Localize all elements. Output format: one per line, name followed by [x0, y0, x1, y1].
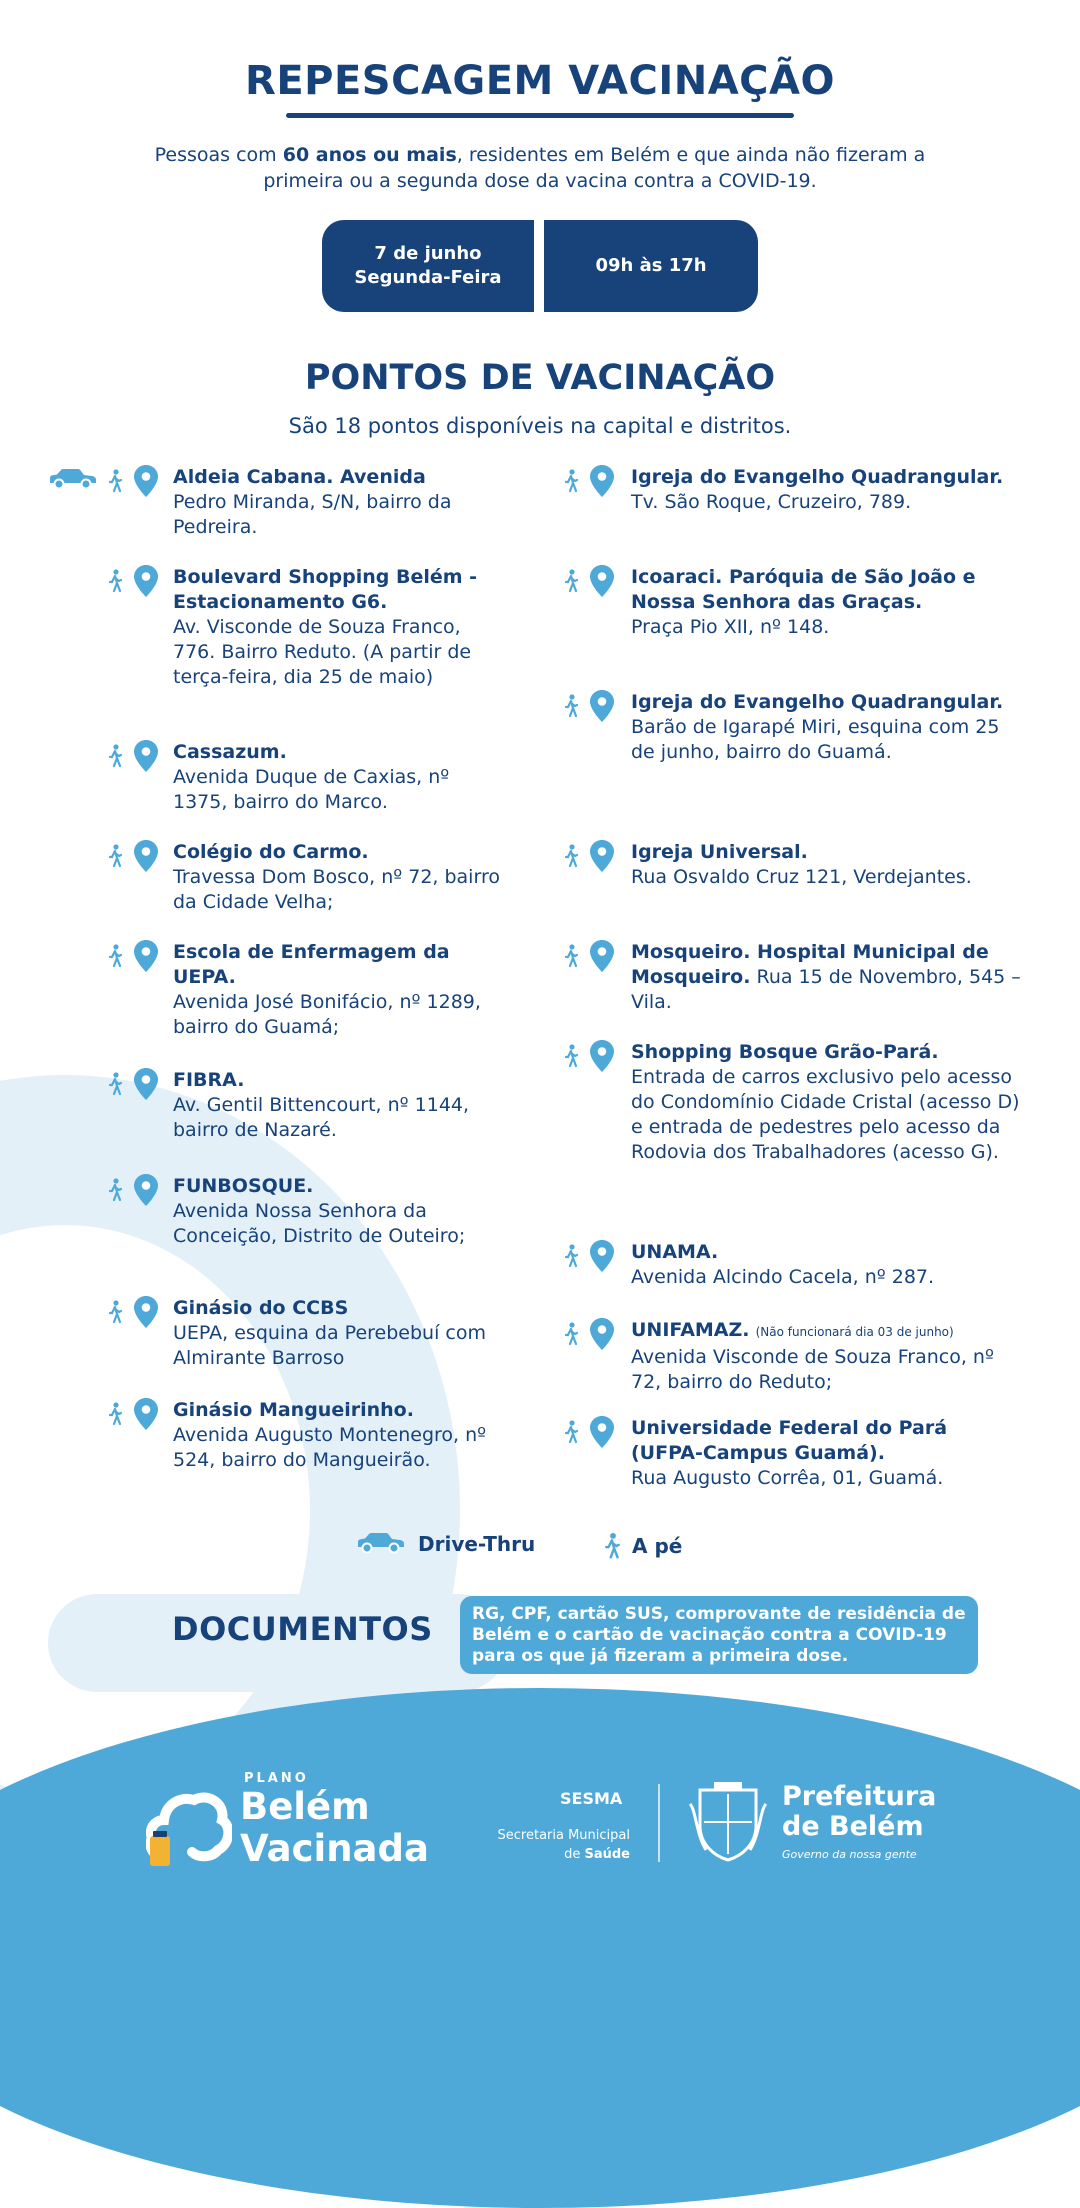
point-icons — [564, 1040, 614, 1072]
point-address: Avenida José Bonifácio, nº 1289, bairro do Guamá; — [173, 991, 481, 1038]
map-pin-icon — [590, 840, 614, 872]
walking-person-icon — [108, 567, 124, 595]
walking-person-icon — [108, 942, 124, 970]
footer-sesma: SESMA — [560, 1789, 623, 1808]
map-pin-icon — [134, 1296, 158, 1328]
point-text — [173, 1398, 503, 1473]
point-text — [173, 465, 503, 540]
point-address: Pedro Miranda, S/N, bairro da Pedreira. — [173, 491, 452, 538]
walking-person-icon — [108, 742, 124, 770]
footer-secretaria-prefix: de — [564, 1847, 585, 1862]
map-pin-icon — [134, 565, 158, 597]
footer-secretaria — [470, 1826, 630, 1864]
legend-drive — [356, 1532, 535, 1556]
point-text — [173, 1296, 503, 1371]
point-text — [173, 940, 503, 1040]
documents-text: RG, CPF, cartão SUS, comprovante de residência de Belém e o cartão de vacinação contra a COVID-19 para os que já fizeram a primeira dose. — [460, 1596, 978, 1674]
point-name: Boulevard Shopping Belém - Estacionamento G6. — [173, 566, 478, 613]
point-icons — [108, 1174, 158, 1206]
point-address: UEPA, esquina da Perebebuí com Almirante Barroso — [173, 1322, 486, 1369]
intro-part-1: Pessoas com — [154, 144, 283, 166]
hours-text: 09h às 17h — [595, 255, 707, 276]
map-pin-icon — [134, 465, 158, 497]
footer-secretaria-line1: Secretaria Municipal — [497, 1828, 630, 1843]
point-note: (Não funcionará dia 03 de junho) — [755, 1325, 954, 1339]
footer-brand — [240, 1786, 429, 1870]
vaccination-point — [631, 1318, 1021, 1395]
vaccination-point — [173, 740, 503, 815]
point-text — [173, 1174, 503, 1249]
point-name: Shopping Bosque Grão-Pará. — [631, 1041, 939, 1063]
point-name: Ginásio do CCBS — [173, 1297, 349, 1319]
point-address: Av. Gentil Bittencourt, nº 1144, bairro de Nazaré. — [173, 1094, 470, 1141]
vaccination-point — [173, 1174, 503, 1249]
point-name: Colégio do Carmo. — [173, 841, 369, 863]
point-address: Avenida Nossa Senhora da Conceição, Distrito de Outeiro; — [173, 1200, 466, 1247]
intro-text — [150, 142, 930, 194]
map-pin-icon — [590, 465, 614, 497]
map-pin-icon — [590, 565, 614, 597]
hours-pill — [544, 220, 758, 312]
vaccination-point — [173, 1296, 503, 1371]
point-text — [173, 565, 503, 690]
vaccination-point — [631, 690, 1021, 765]
point-name: UNAMA. — [631, 1241, 719, 1263]
point-address: Rua Augusto Corrêa, 01, Guamá. — [631, 1467, 944, 1489]
point-text — [173, 840, 503, 915]
point-address: Rua Osvaldo Cruz 121, Verdejantes. — [631, 866, 972, 888]
vaccination-point — [631, 1416, 1021, 1491]
walking-person-icon — [564, 1418, 580, 1446]
point-text — [173, 1068, 503, 1143]
map-pin-icon — [134, 740, 158, 772]
vaccination-point — [173, 465, 503, 540]
point-icons — [564, 1318, 614, 1350]
footer-prefeitura-line1: Prefeitura — [782, 1781, 937, 1812]
point-address: Avenida Alcindo Cacela, nº 287. — [631, 1266, 935, 1288]
vaccination-point — [173, 1068, 503, 1143]
map-pin-icon — [590, 940, 614, 972]
footer-secretaria-saude: Saúde — [584, 1847, 630, 1862]
point-text — [631, 940, 1021, 1015]
map-pin-icon — [590, 1240, 614, 1272]
legend-walk-label: A pé — [632, 1534, 683, 1558]
points-subtitle: São 18 pontos disponíveis na capital e distritos. — [288, 414, 792, 438]
legend-drive-label: Drive-Thru — [418, 1532, 536, 1556]
map-pin-icon — [134, 1174, 158, 1206]
vaccination-point — [631, 1240, 1021, 1290]
car-icon — [48, 469, 96, 491]
title-underline — [286, 113, 794, 118]
walking-person-icon — [564, 567, 580, 595]
point-icons — [108, 840, 158, 872]
footer-slogan: Governo da nossa gente — [782, 1848, 917, 1861]
walking-person-icon — [564, 1042, 580, 1070]
map-pin-icon — [590, 1040, 614, 1072]
vaccination-point — [631, 565, 1021, 640]
point-icons — [108, 1398, 158, 1430]
point-icons — [48, 465, 158, 497]
vaccination-point — [173, 1398, 503, 1473]
cloud-vial-logo-icon — [146, 1786, 232, 1872]
point-text — [631, 1240, 934, 1290]
point-icons — [108, 1296, 158, 1328]
walking-person-icon — [564, 692, 580, 720]
date-text: 7 de junho — [374, 243, 482, 264]
vaccination-point — [631, 465, 1021, 515]
point-text — [631, 1318, 1021, 1395]
vaccination-point — [631, 840, 1021, 890]
point-name: Igreja do Evangelho Quadrangular. — [631, 691, 1004, 713]
walking-person-icon — [564, 842, 580, 870]
footer-wave — [0, 1688, 1080, 2208]
walking-person-icon — [564, 1242, 580, 1270]
point-icons — [564, 465, 614, 497]
point-address: Praça Pio XII, nº 148. — [631, 616, 830, 638]
documents-title: DOCUMENTOS — [172, 1610, 433, 1648]
vaccination-point — [173, 940, 503, 1040]
point-name: Ginásio Mangueirinho. — [173, 1399, 414, 1421]
map-pin-icon — [590, 690, 614, 722]
vaccination-point — [173, 565, 503, 690]
intro-part-2: , residentes em Belém e que ainda não fizeram a primeira ou a segunda dose da vacina contra a COVID-19. — [263, 144, 926, 192]
point-address: Tv. São Roque, Cruzeiro, 789. — [631, 491, 912, 513]
point-text — [631, 690, 1021, 765]
map-pin-icon — [134, 1398, 158, 1430]
walking-person-icon — [108, 467, 124, 495]
point-name: FIBRA. — [173, 1069, 245, 1091]
points-title: PONTOS DE VACINAÇÃO — [304, 358, 776, 398]
point-icons — [108, 1068, 158, 1100]
walking-person-icon — [564, 467, 580, 495]
point-address: Rua 15 de Novembro, 545 – Vila. — [631, 966, 1021, 1013]
point-name: Icoaraci. Paróquia de São João e Nossa Senhora das Graças. — [631, 566, 976, 613]
point-name: Cassazum. — [173, 741, 287, 763]
point-name: FUNBOSQUE. — [173, 1175, 314, 1197]
point-icons — [564, 1416, 614, 1448]
legend-walk — [604, 1532, 682, 1560]
point-text — [631, 1416, 1021, 1491]
footer-prefeitura-line2: de Belém — [782, 1811, 924, 1842]
vaccination-point — [631, 1040, 1021, 1165]
point-icons — [108, 565, 158, 597]
point-icons — [564, 840, 614, 872]
weekday-text: Segunda-Feira — [354, 267, 502, 288]
footer-prefeitura — [782, 1782, 936, 1842]
walking-person-icon — [108, 1400, 124, 1428]
point-address: Barão de Igarapé Miri, esquina com 25 de junho, bairro do Guamá. — [631, 716, 1000, 763]
point-address: Av. Visconde de Souza Franco, 776. Bairro Reduto. (A partir de terça-feira, dia 25 de maio) — [173, 616, 472, 688]
point-name: Igreja Universal. — [631, 841, 808, 863]
map-pin-icon — [590, 1416, 614, 1448]
map-pin-icon — [134, 1068, 158, 1100]
point-icons — [564, 1240, 614, 1272]
car-icon — [356, 1533, 404, 1555]
point-icons — [108, 740, 158, 772]
point-text — [631, 465, 1003, 515]
walking-person-icon — [604, 1532, 622, 1560]
map-pin-icon — [134, 840, 158, 872]
footer-brand-line2: Vacinada — [240, 1827, 429, 1870]
page-title: REPESCAGEM VACINAÇÃO — [245, 58, 835, 104]
point-text — [631, 565, 1021, 640]
walking-person-icon — [108, 842, 124, 870]
walking-person-icon — [108, 1298, 124, 1326]
point-icons — [564, 940, 614, 972]
footer-brand-line1: Belém — [240, 1785, 370, 1828]
point-name: Mosqueiro. Hospital Municipal de Mosqueiro. — [631, 941, 989, 988]
walking-person-icon — [564, 1320, 580, 1348]
walking-person-icon — [108, 1070, 124, 1098]
point-icons — [108, 940, 158, 972]
point-icons — [564, 690, 614, 722]
point-name: Aldeia Cabana. Avenida — [173, 466, 426, 488]
point-address: Avenida Visconde de Souza Franco, nº 72, bairro do Reduto; — [631, 1346, 994, 1393]
point-name: Igreja do Evangelho Quadrangular. — [631, 466, 1004, 488]
footer-plano: PLANO — [244, 1771, 309, 1786]
point-text — [173, 740, 503, 815]
point-address: Entrada de carros exclusivo pelo acesso do Condomínio Cidade Cristal (acesso D) e entrada de pedestres pelo acesso da Rodovia dos Trabalhadores (acesso G). — [631, 1066, 1020, 1163]
date-pill — [322, 220, 534, 312]
footer-divider — [658, 1784, 660, 1862]
vaccination-point — [631, 940, 1021, 1015]
point-text — [631, 1040, 1021, 1165]
map-pin-icon — [134, 940, 158, 972]
point-address: Travessa Dom Bosco, nº 72, bairro da Cidade Velha; — [173, 866, 500, 913]
point-icons — [564, 565, 614, 597]
point-name: Universidade Federal do Pará (UFPA-Campus Guamá). — [631, 1417, 948, 1464]
point-address: Avenida Duque de Caxias, nº 1375, bairro do Marco. — [173, 766, 450, 813]
point-address: Avenida Augusto Montenegro, nº 524, bairro do Mangueirão. — [173, 1424, 487, 1471]
point-name: Escola de Enfermagem da UEPA. — [173, 941, 450, 988]
belem-coat-of-arms-icon — [686, 1780, 770, 1864]
walking-person-icon — [564, 942, 580, 970]
point-name: UNIFAMAZ. — [631, 1319, 750, 1341]
vaccination-point — [173, 840, 503, 915]
walking-person-icon — [108, 1176, 124, 1204]
intro-age: 60 anos ou mais — [282, 144, 457, 166]
point-text — [631, 840, 972, 890]
map-pin-icon — [590, 1318, 614, 1350]
